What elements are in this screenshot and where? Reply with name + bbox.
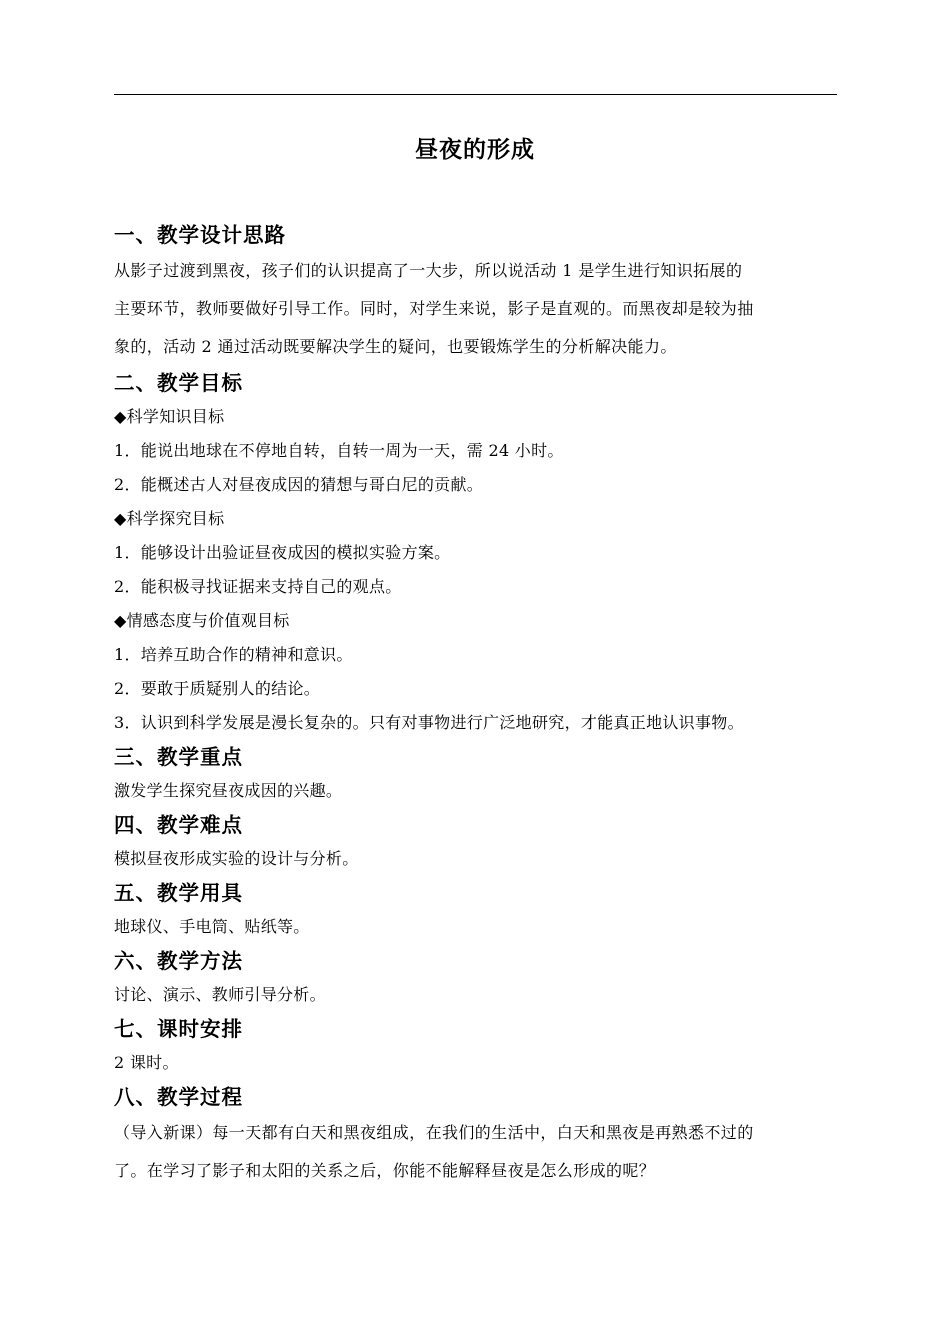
goal-item: 1．能够设计出验证昼夜成因的模拟实验方案。 — [114, 543, 451, 562]
page-title: 昼夜的形成 — [415, 137, 535, 163]
goal-item: 3．认识到科学发展是漫长复杂的。只有对事物进行广泛地研究，才能真正地认识事物。 — [114, 713, 744, 732]
section-heading-goals: 二、教学目标 — [114, 371, 243, 395]
goal-category: ◆科学探究目标 — [114, 509, 225, 528]
paragraph-line: 从影子过渡到黑夜，孩子们的认识提高了一大步，所以说活动 1 是学生进行知识拓展的 — [114, 261, 743, 280]
goal-category: ◆情感态度与价值观目标 — [114, 611, 290, 630]
paragraph-line: 主要环节，教师要做好引导工作。同时，对学生来说，影子是直观的。而黑夜却是较为抽 — [114, 299, 754, 318]
goal-item: 2．能概述古人对昼夜成因的猜想与哥白尼的贡献。 — [114, 475, 484, 494]
section-heading-focus: 三、教学重点 — [114, 745, 243, 769]
goal-item: 1．能说出地球在不停地自转，自转一周为一天，需 24 小时。 — [114, 441, 564, 460]
header-rule — [114, 94, 837, 95]
section-text: 模拟昼夜形成实验的设计与分析。 — [114, 849, 359, 868]
goal-item: 1．培养互助合作的精神和意识。 — [114, 645, 353, 664]
goal-category: ◆科学知识目标 — [114, 407, 225, 426]
goal-item: 2．要敢于质疑别人的结论。 — [114, 679, 321, 698]
section-heading-process: 八、教学过程 — [114, 1085, 243, 1109]
section-heading-methods: 六、教学方法 — [114, 949, 243, 973]
document-body — [114, 218, 838, 1190]
section-heading-tools: 五、教学用具 — [114, 881, 243, 905]
paragraph-line: 象的，活动 2 通过活动既要解决学生的疑问，也要锻炼学生的分析解决能力。 — [114, 337, 677, 356]
goal-item: 2．能积极寻找证据来支持自己的观点。 — [114, 577, 402, 596]
paragraph-line: 了。在学习了影子和太阳的关系之后，你能不能解释昼夜是怎么形成的呢？ — [114, 1161, 656, 1180]
section-text: 2 课时。 — [114, 1053, 179, 1072]
paragraph-line: （导入新课）每一天都有白天和黑夜组成，在我们的生活中，白天和黑夜是再熟悉不过的 — [114, 1123, 754, 1142]
section-heading-schedule: 七、课时安排 — [114, 1017, 243, 1041]
section-heading-difficulty: 四、教学难点 — [114, 813, 243, 837]
section-text: 激发学生探究昼夜成因的兴趣。 — [114, 781, 343, 800]
section-text: 讨论、演示、教师引导分析。 — [114, 985, 326, 1004]
section-text: 地球仪、手电筒、贴纸等。 — [114, 917, 310, 936]
section-heading-design: 一、教学设计思路 — [114, 223, 286, 247]
